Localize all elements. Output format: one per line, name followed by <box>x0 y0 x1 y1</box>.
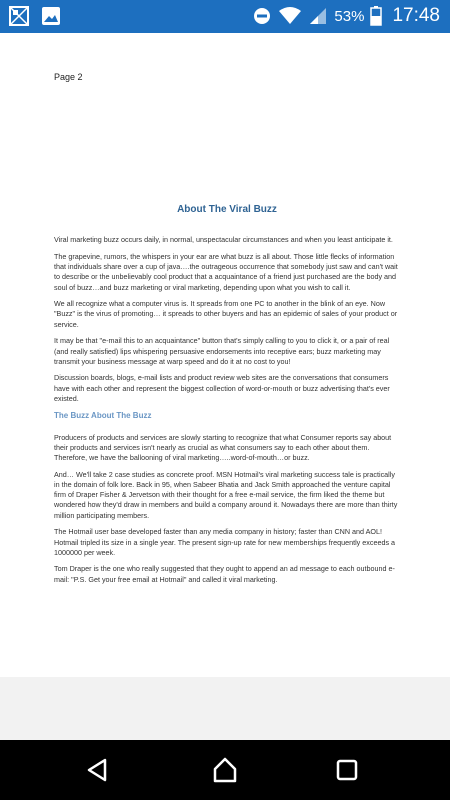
paragraph: Producers of products and services are slowly starting to recognize that what Consumer reports say about their products and services isn't nearly as crucial as what consumers say to each other about them. Therefore, we have the ballooning of viral marketing…..word-of-mouth…or buzz. <box>54 432 392 463</box>
paragraph: The grapevine, rumors, the whispers in your ear are what buzz is all about. Those little flecks of information that individuals share over a cup of java….the outrageous occurrence that somebody just saw and can't wait to describe or the unbelievably cool product that a acquaintance of a friend just purchased are the body and soul of buzz…and buzz marketing or viral marketing, depending upon what you wish to call it. <box>54 251 398 292</box>
battery-percent: 53% <box>334 7 365 25</box>
paragraph: And… We'll take 2 case studies as concrete proof. MSN Hotmail's viral marketing success tale is practically in the domain of folk lore. Back in 95, when Sabeer Bhatia and Jack Smith approached the venture capital firm of Draper Fisher & Jervetson with their thought for a free e-mail service, the firm liked the theme but wondered how they'd draw in members and build a company around it. Nowadays there are more than thirty million participating members. <box>54 469 398 520</box>
back-icon[interactable] <box>83 755 113 785</box>
navigation-bar <box>0 740 450 800</box>
home-icon[interactable] <box>210 755 240 785</box>
document-page[interactable] <box>0 33 450 677</box>
image-notification-icon <box>40 5 62 27</box>
battery-icon <box>370 6 382 26</box>
wifi-icon <box>278 6 302 26</box>
paragraph: The Hotmail user base developed faster than any media company in history; faster than CNN and AOL! Hotmail tripled its size in a single year. The present sign-up rate for new memberships frequently exceeds a 1000000 per week. <box>54 527 396 557</box>
viewer-background <box>0 677 450 740</box>
clock: 17:48 <box>392 5 440 26</box>
paragraph: It may be that "e-mail this to an acquaintance" button that's simply calling to you to click it, or a pair of real (and really satisfied) lips whispering persuasive endorsements into receptive ears; buzz marketing may transmit your business message at warp speed and do it at no cost to you! <box>54 336 390 366</box>
recents-icon[interactable] <box>332 755 362 785</box>
screenshot-notification-icon <box>8 5 30 27</box>
paragraph: Discussion boards, blogs, e-mail lists and product review web sites are the conversations that consumers have with each other and represent the biggest collection of word-or-mouth or buzz advertising that's ever existed. <box>54 373 390 403</box>
document-title: About The Viral Buzz <box>177 204 277 215</box>
paragraph: Tom Draper is the one who really suggested that they ought to append an ad message to each outbound e-mail: "P.S. Get your free email at Hotmail" and called it viral marketing. <box>54 564 395 584</box>
cell-signal-icon <box>308 6 328 26</box>
document-content <box>54 205 400 591</box>
do-not-disturb-icon <box>252 6 272 26</box>
paragraph: Viral marketing buzz occurs daily, in normal, unspectacular circumstances and when you least anticipate it. <box>54 235 393 245</box>
status-bar <box>0 0 450 33</box>
page-label: Page 2 <box>54 72 83 82</box>
section-subheading: The Buzz About The Buzz <box>54 410 152 420</box>
paragraph: We all recognize what a computer virus is. It spreads from one PC to another in the blink of an eye. Now "Buzz" is the virus of promoting… it spreads to other buyers and has an epidemic of sales of your product or service. <box>54 299 398 329</box>
